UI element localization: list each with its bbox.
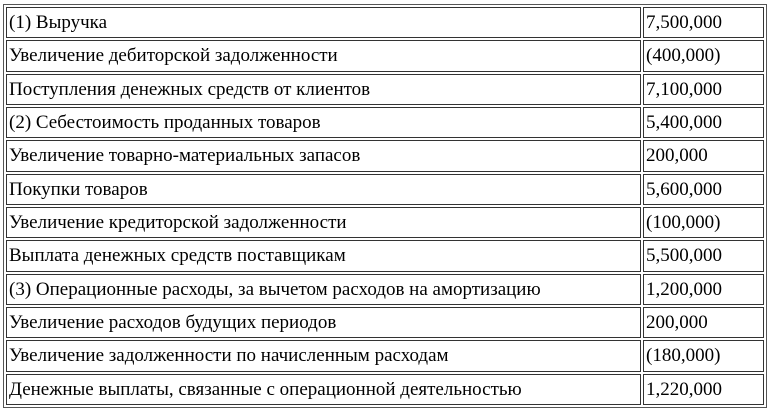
table-row (6, 74, 764, 105)
row-label: Выплата денежных средств поставщикам (6, 240, 641, 271)
row-value: 5,500,000 (643, 240, 764, 271)
row-label: Увеличение задолженности по начисленным расходам (6, 340, 641, 371)
cash-flow-table-frame (3, 4, 767, 408)
table-row (6, 40, 764, 71)
table-row (6, 374, 764, 405)
row-value: 200,000 (643, 307, 764, 338)
row-label: Денежные выплаты, связанные с операционной деятельностью (6, 374, 641, 405)
row-value: 7,500,000 (643, 7, 764, 38)
row-label: (2) Себестоимость проданных товаров (6, 107, 641, 138)
row-value: 7,100,000 (643, 74, 764, 105)
row-label: Поступления денежных средств от клиентов (6, 74, 641, 105)
row-label: (3) Операционные расходы, за вычетом расходов на амортизацию (6, 274, 641, 305)
row-value: (100,000) (643, 207, 764, 238)
table-row (6, 274, 764, 305)
cash-flow-table (4, 5, 766, 407)
table-row (6, 140, 764, 171)
table-row (6, 340, 764, 371)
table-body (6, 7, 764, 405)
table-row (6, 174, 764, 205)
row-value: (180,000) (643, 340, 764, 371)
table-row (6, 107, 764, 138)
row-value: (400,000) (643, 40, 764, 71)
row-value: 1,200,000 (643, 274, 764, 305)
row-label: Увеличение расходов будущих периодов (6, 307, 641, 338)
table-row (6, 240, 764, 271)
row-label: Увеличение дебиторской задолженности (6, 40, 641, 71)
row-value: 5,400,000 (643, 107, 764, 138)
table-row (6, 7, 764, 38)
row-label: Покупки товаров (6, 174, 641, 205)
row-label: Увеличение товарно-материальных запасов (6, 140, 641, 171)
row-label: (1) Выручка (6, 7, 641, 38)
row-label: Увеличение кредиторской задолженности (6, 207, 641, 238)
row-value: 200,000 (643, 140, 764, 171)
row-value: 1,220,000 (643, 374, 764, 405)
row-value: 5,600,000 (643, 174, 764, 205)
table-row (6, 207, 764, 238)
table-row (6, 307, 764, 338)
